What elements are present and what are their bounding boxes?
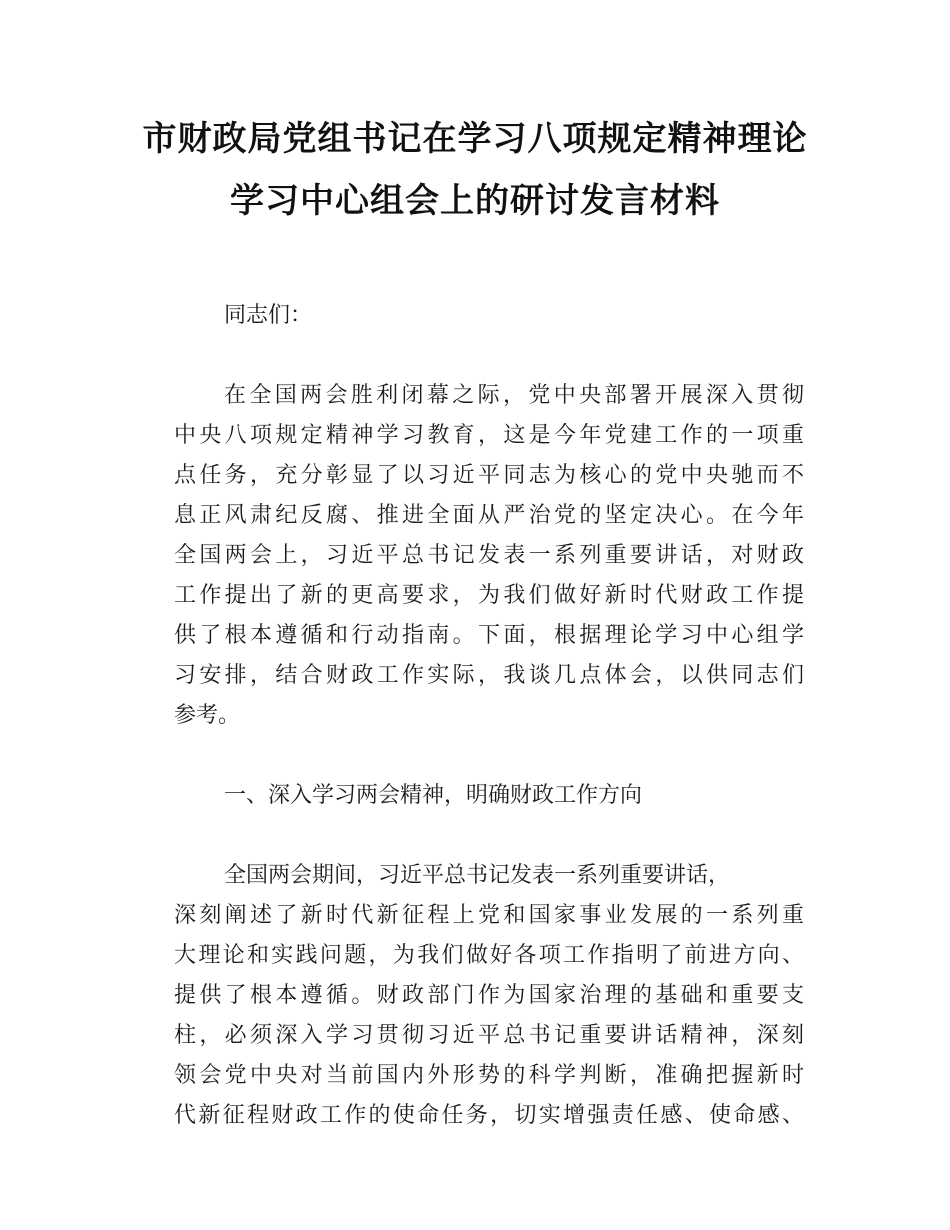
document-title (100, 108, 850, 232)
paragraph-2 (174, 856, 804, 1136)
paragraph-1-line: 全国两会上，习近平总书记发表一系列重要讲话，对财政 (174, 543, 804, 568)
title-line-1: 市财政局党组书记在学习八项规定精神理论 (142, 119, 808, 159)
section-1-heading: 一、深入学习两会精神，明确财政工作方向 (224, 783, 643, 808)
paragraph-1-line: 参考。 (174, 703, 241, 728)
paragraph-gap (174, 736, 804, 776)
paragraph-2-line: 代新征程财政工作的使命任务，切实增强责任感、使命感、 (174, 1103, 804, 1128)
paragraph-gap (174, 816, 804, 856)
paragraph-gap (174, 336, 804, 376)
paragraph-2-line: 全国两会期间，习近平总书记发表一系列重要讲话， (224, 863, 731, 888)
title-line-2: 学习中心组会上的研讨发言材料 (230, 181, 720, 221)
document-body (174, 296, 804, 1136)
paragraph-2-line: 大理论和实践问题，为我们做好各项工作指明了前进方向、 (174, 943, 804, 968)
paragraph-1-line: 息正风肃纪反腐、推进全面从严治党的坚定决心。在今年 (174, 503, 804, 528)
paragraph-2-line: 领会党中央对当前国内外形势的科学判断，准确把握新时 (174, 1063, 804, 1088)
paragraph-1-line: 中央八项规定精神学习教育，这是今年党建工作的一项重 (174, 423, 804, 448)
paragraph-1-line: 供了根本遵循和行动指南。下面，根据理论学习中心组学 (174, 623, 804, 648)
paragraph-1-line: 习安排，结合财政工作实际，我谈几点体会，以供同志们 (174, 663, 804, 688)
paragraph-1-line: 点任务，充分彰显了以习近平同志为核心的党中央驰而不 (174, 463, 804, 488)
paragraph-1-line: 在全国两会胜利闭幕之际，党中央部署开展深入贯彻 (224, 383, 804, 408)
paragraph-1 (174, 376, 804, 736)
salutation: 同志们： (224, 303, 313, 328)
paragraph-2-line: 提供了根本遵循。财政部门作为国家治理的基础和重要支 (174, 983, 804, 1008)
paragraph-1-line: 工作提出了新的更高要求，为我们做好新时代财政工作提 (174, 583, 804, 608)
paragraph-2-line: 柱，必须深入学习贯彻习近平总书记重要讲话精神，深刻 (174, 1023, 804, 1048)
paragraph-2-line: 深刻阐述了新时代新征程上党和国家事业发展的一系列重 (174, 903, 804, 928)
